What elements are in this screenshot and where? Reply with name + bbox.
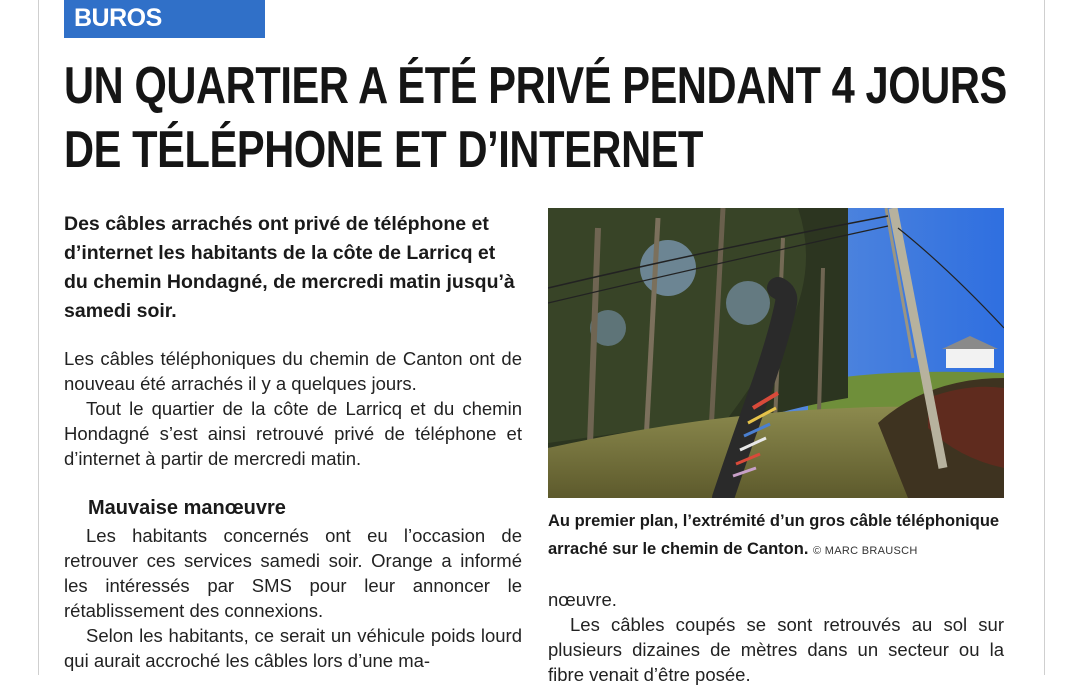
body-paragraph-3: Les habitants concernés ont eu l’occasion de retrouver ces services samedi soir. Orange a informé les intéressés par SMS pour leur annoncer le rétablissement des connexions. — [64, 525, 522, 621]
right-paragraph-2: Les câbles coupés se sont retrouvés au sol sur plusieurs dizaines de mètres dans un secteur ou la fibre venait d’être posée. — [548, 614, 1004, 685]
body-paragraph-1: Les câbles téléphoniques du chemin de Canton ont de nouveau été arrachés il y a quelques jours. — [64, 348, 522, 394]
right-paragraph-1: nœuvre. — [548, 589, 617, 610]
article-headline — [64, 54, 1007, 182]
right-column — [548, 587, 1004, 687]
body-paragraph-2: Tout le quartier de la côte de Larricq et du chemin Hondagné s’est ainsi retrouvé privé de téléphone et d’internet à partir de mercredi matin. — [64, 398, 522, 469]
headline-line-2: DE TÉLÉPHONE ET D’INTERNET — [64, 121, 704, 179]
article-lede: Des câbles arrachés ont privé de téléphone et d’internet les habitants de la côte de Larricq et du chemin Hondagné, de mercredi matin jusqu’à samedi soir. — [64, 213, 515, 322]
article-photo — [548, 208, 1004, 498]
page-border-left — [38, 0, 39, 675]
photo-credit: © MARC BRAUSCH — [813, 545, 918, 557]
section-tag: BUROS — [64, 0, 265, 38]
caption-text: Au premier plan, l’extrémité d’un gros câble téléphonique arraché sur le chemin de Canton. — [548, 512, 1000, 558]
left-column — [64, 210, 522, 673]
photo-illustration — [548, 208, 1004, 498]
headline-line-1: UN QUARTIER A ÉTÉ PRIVÉ PENDANT 4 JOURS — [64, 57, 1007, 115]
section-subhead: Mauvaise manœuvre — [88, 497, 286, 519]
page-border-right — [1044, 0, 1045, 675]
photo-caption — [548, 507, 1008, 565]
body-paragraph-4: Selon les habitants, ce serait un véhicule poids lourd qui aurait accroché les câbles lors d’une ma- — [64, 625, 522, 671]
